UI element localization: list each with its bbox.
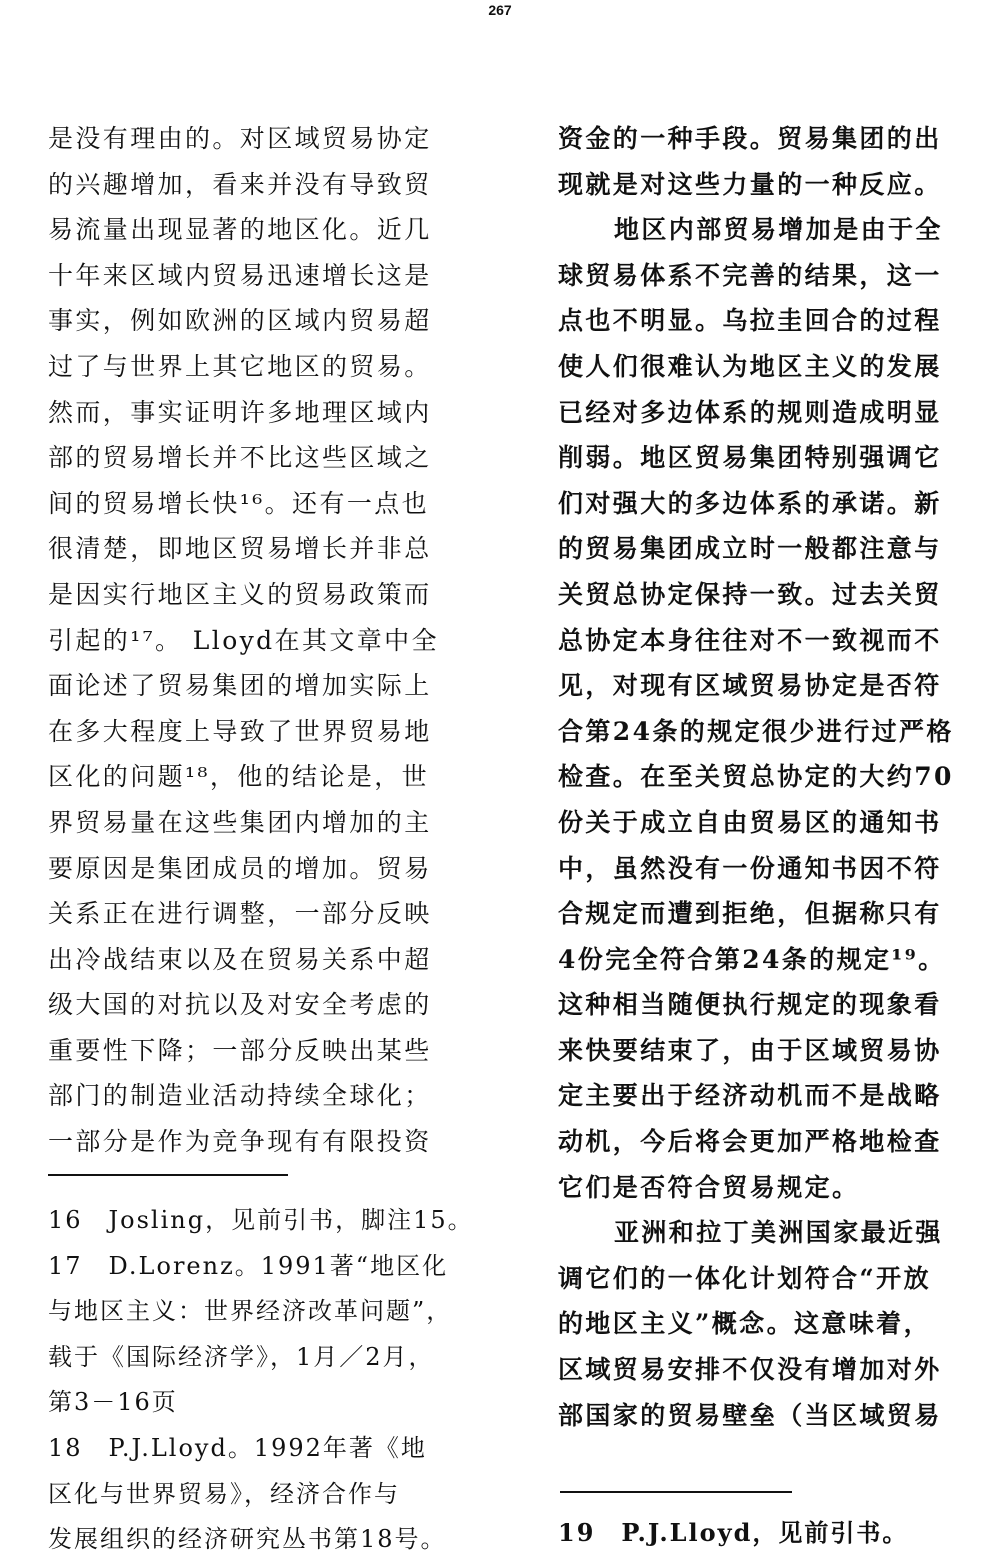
text-line: 部门的制造业活动持续全球化； xyxy=(48,1081,432,1111)
footnote-line: 区化与世界贸易》，经济合作与 xyxy=(48,1479,400,1508)
text-line: 这种相当随便执行规定的现象看 xyxy=(558,990,942,1020)
text-line: 现就是对这些力量的一种反应。 xyxy=(558,169,942,199)
text-line: 是没有理由的。对区域贸易协定 xyxy=(48,124,432,153)
text-line: 一部分是作为竞争现有有限投资 xyxy=(48,1127,432,1157)
text-line: 检查。在至关贸总协定的大约70 xyxy=(558,762,954,792)
text-line: 使人们很难认为地区主义的发展 xyxy=(558,351,942,381)
paragraph-start-line: 亚洲和拉丁美洲国家最近强 xyxy=(614,1218,943,1248)
text-line: 重要性下降；一部分反映出某些 xyxy=(48,1035,432,1065)
page-number: 267 xyxy=(488,2,512,18)
text-line: 的地区主义”概念。这意味着， xyxy=(558,1309,931,1339)
text-line: 合规定而遭到拒绝，但据称只有 xyxy=(558,899,942,929)
footnote-right: 19 P.J.Lloyd，见前引书。 xyxy=(558,1518,909,1547)
text-line: 的贸易集团成立时一般都注意与 xyxy=(558,534,942,564)
paragraph-start-line: 地区内部贸易增加是由于全 xyxy=(614,215,943,245)
text-line: 易流量出现显著的地区化。近几 xyxy=(48,215,432,245)
text-line: 削弱。地区贸易集团特别强调它 xyxy=(558,443,942,473)
footnote-divider xyxy=(560,1491,792,1493)
text-line: 面论述了贸易集团的增加实际上 xyxy=(48,671,432,701)
left-text-column xyxy=(48,116,458,1165)
text-line: 引起的¹⁷。 Lloyd在其文章中全 xyxy=(48,625,439,655)
text-line: 调它们的一体化计划符合“开放 xyxy=(558,1263,931,1293)
footnote-line: 发展组织的经济研究丛书第18号。 xyxy=(48,1525,447,1554)
text-line: 合第24条的规定很少进行过严格 xyxy=(558,716,954,746)
footnote-divider xyxy=(48,1174,288,1176)
text-line: 它们是否符合贸易规定。 xyxy=(558,1172,860,1202)
footnotes-left xyxy=(48,1198,488,1563)
text-line: 中，虽然没有一份通知书因不符 xyxy=(558,853,942,883)
text-line: 资金的一种手段。贸易集团的出 xyxy=(558,124,942,153)
text-line: 要原因是集团成员的增加。贸易 xyxy=(48,853,432,883)
text-line: 总协定本身往往对不一致视而不 xyxy=(558,625,942,655)
text-line: 关系正在进行调整，一部分反映 xyxy=(48,899,432,929)
text-line: 出冷战结束以及在贸易关系中超 xyxy=(48,944,432,974)
text-line: 区化的问题¹⁸，他的结论是，世 xyxy=(48,762,430,792)
footnote-line: 17 D.Lorenz。1991著“地区化 xyxy=(48,1251,449,1280)
text-line: 见，对现有区域贸易协定是否符 xyxy=(558,671,942,701)
text-line: 十年来区域内贸易迅速增长这是 xyxy=(48,260,432,290)
footnote-line: 18 P.J.Lloyd。1992年著《地 xyxy=(48,1433,427,1462)
text-line: 事实，例如欧洲的区域内贸易超 xyxy=(48,306,432,336)
text-line: 部国家的贸易壁垒（当区域贸易 xyxy=(558,1400,942,1430)
text-line: 份关于成立自由贸易区的通知书 xyxy=(558,807,942,837)
text-line: 部的贸易增长并不比这些区域之 xyxy=(48,443,432,473)
text-line: 关贸总协定保持一致。过去关贸 xyxy=(558,579,942,609)
footnote-line: 载于《国际经济学》，1月／2月， xyxy=(48,1342,435,1371)
right-text-column xyxy=(558,116,968,1438)
footnote-line: 16 Josling，见前引书，脚注15。 xyxy=(48,1206,474,1234)
text-line: 级大国的对抗以及对安全考虑的 xyxy=(48,990,432,1020)
text-line: 间的贸易增长快¹⁶。还有一点也 xyxy=(48,488,430,518)
text-line: 动机，今后将会更加严格地检查 xyxy=(558,1127,942,1157)
text-line: 是因实行地区主义的贸易政策而 xyxy=(48,579,432,609)
footnote-line: 与地区主义：世界经济改革问题”， xyxy=(48,1297,453,1326)
text-line: 很清楚，即地区贸易增长并非总 xyxy=(48,534,432,564)
text-line: 们对强大的多边体系的承诺。新 xyxy=(558,488,942,518)
text-line: 过了与世界上其它地区的贸易。 xyxy=(48,351,432,381)
text-line: 4份完全符合第24条的规定¹⁹。 xyxy=(558,944,946,974)
text-line: 已经对多边体系的规则造成明显 xyxy=(558,397,942,427)
text-line: 的兴趣增加，看来并没有导致贸 xyxy=(48,169,432,199)
text-line: 球贸易体系不完善的结果，这一 xyxy=(558,260,942,290)
text-line: 区域贸易安排不仅没有增加对外 xyxy=(558,1355,942,1385)
text-line: 在多大程度上导致了世界贸易地 xyxy=(48,716,432,746)
footnote-line: 第3－16页 xyxy=(48,1388,178,1417)
text-line: 然而，事实证明许多地理区域内 xyxy=(48,397,432,427)
text-line: 来快要结束了，由于区域贸易协 xyxy=(558,1035,942,1065)
text-line: 点也不明显。乌拉圭回合的过程 xyxy=(558,306,942,336)
text-line: 定主要出于经济动机而不是战略 xyxy=(558,1081,942,1111)
text-line: 界贸易量在这些集团内增加的主 xyxy=(48,807,432,837)
